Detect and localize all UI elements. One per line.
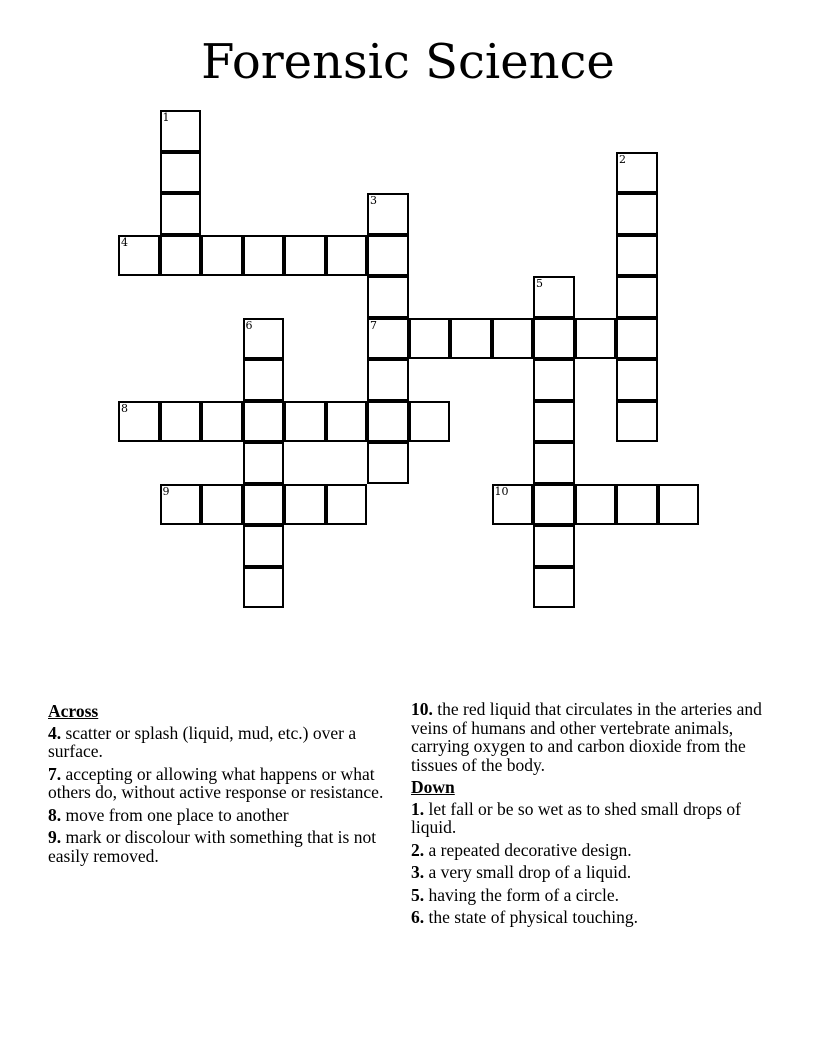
grid-cell[interactable] xyxy=(118,235,160,277)
clues-column-right xyxy=(411,700,781,931)
grid-cell[interactable] xyxy=(616,359,658,401)
cell-number: 5 xyxy=(536,277,543,290)
down-clue-2: 2. a repeated decorative design. xyxy=(411,839,632,860)
grid-cell[interactable] xyxy=(160,193,202,235)
down-clue-3: 3. a very small drop of a liquid. xyxy=(411,862,632,882)
grid-cell[interactable] xyxy=(533,276,575,318)
grid-cell[interactable] xyxy=(492,484,534,526)
grid-cell[interactable] xyxy=(160,484,202,526)
grid-cell[interactable] xyxy=(409,318,451,360)
grid-cell[interactable] xyxy=(367,442,409,484)
grid-cell[interactable] xyxy=(284,484,326,526)
grid-cell[interactable] xyxy=(201,235,243,277)
grid-cell[interactable] xyxy=(160,110,202,152)
grid-cell[interactable] xyxy=(533,442,575,484)
down-heading: Down xyxy=(411,777,455,797)
grid-cell[interactable] xyxy=(616,193,658,235)
grid-cell[interactable] xyxy=(533,525,575,567)
grid-cell[interactable] xyxy=(616,318,658,360)
grid-cell[interactable] xyxy=(367,193,409,235)
across-clue-7: 7. accepting or allowing what happens or what others do, without active response or resistance. xyxy=(48,763,384,802)
grid-cell[interactable] xyxy=(243,525,285,567)
grid-cell[interactable] xyxy=(243,318,285,360)
grid-cell[interactable] xyxy=(243,442,285,484)
grid-cell[interactable] xyxy=(616,484,658,526)
grid-cell[interactable] xyxy=(284,401,326,443)
down-clue-6: 6. the state of physical touching. xyxy=(411,907,638,927)
grid-cell[interactable] xyxy=(367,359,409,401)
across-clue-4: 4. scatter or splash (liquid, mud, etc.) over a surface. xyxy=(48,722,357,761)
grid-cell[interactable] xyxy=(616,152,658,194)
across-clue-10: 10. the red liquid that circulates in the arteries and veins of humans and other vertebrate animals, carrying oxygen to and carbon dioxide from the tissues of the body. xyxy=(411,699,762,775)
grid-cell[interactable] xyxy=(243,567,285,609)
grid-cell[interactable] xyxy=(201,484,243,526)
across-clue-9: 9. mark or discolour with something that is not easily removed. xyxy=(48,827,377,866)
across-clue-8: 8. move from one place to another xyxy=(48,804,289,825)
grid-cell[interactable] xyxy=(450,318,492,360)
grid-cell[interactable] xyxy=(284,235,326,277)
cell-number: 4 xyxy=(121,235,128,249)
grid-cell[interactable] xyxy=(243,484,285,526)
grid-cell[interactable] xyxy=(367,318,409,360)
grid-cell[interactable] xyxy=(326,235,368,277)
grid-cell[interactable] xyxy=(575,318,617,360)
grid-cell[interactable] xyxy=(533,359,575,401)
down-clue-5: 5. having the form of a circle. xyxy=(411,884,619,905)
grid-cell[interactable] xyxy=(616,276,658,318)
puzzle-title: Forensic Science xyxy=(201,34,615,90)
down-clue-1: 1. let fall or be so wet as to shed small drops of liquid. xyxy=(411,798,742,837)
grid-cell[interactable] xyxy=(326,484,368,526)
grid-cell[interactable] xyxy=(160,401,202,443)
grid-cell[interactable] xyxy=(367,401,409,443)
grid-cell[interactable] xyxy=(492,318,534,360)
cell-number: 10 xyxy=(494,484,509,498)
grid-cell[interactable] xyxy=(575,484,617,526)
grid-cell[interactable] xyxy=(616,235,658,277)
grid-cell[interactable] xyxy=(409,401,451,443)
cell-number: 2 xyxy=(619,152,626,166)
clues-column-left xyxy=(48,700,408,869)
cell-number: 1 xyxy=(162,111,170,124)
grid-cell[interactable] xyxy=(201,401,243,443)
grid-cell[interactable] xyxy=(243,401,285,443)
grid-cell[interactable] xyxy=(367,235,409,277)
grid-cell[interactable] xyxy=(243,359,285,401)
cell-number: 8 xyxy=(121,401,128,415)
grid-cell[interactable] xyxy=(533,484,575,526)
grid-cell[interactable] xyxy=(533,567,575,609)
grid-cell[interactable] xyxy=(533,401,575,443)
grid-cell[interactable] xyxy=(533,318,575,360)
cell-number: 7 xyxy=(370,318,377,332)
cell-number: 9 xyxy=(162,484,170,498)
grid-cell[interactable] xyxy=(367,276,409,318)
grid-cell[interactable] xyxy=(243,235,285,277)
across-heading: Across xyxy=(48,701,99,721)
cell-number: 3 xyxy=(370,194,377,207)
grid-cell[interactable] xyxy=(658,484,700,526)
cell-number: 6 xyxy=(245,318,253,332)
grid-cell[interactable] xyxy=(160,235,202,277)
grid-cell[interactable] xyxy=(326,401,368,443)
grid-cell[interactable] xyxy=(160,152,202,194)
grid-cell[interactable] xyxy=(616,401,658,443)
grid-cell[interactable] xyxy=(118,401,160,443)
